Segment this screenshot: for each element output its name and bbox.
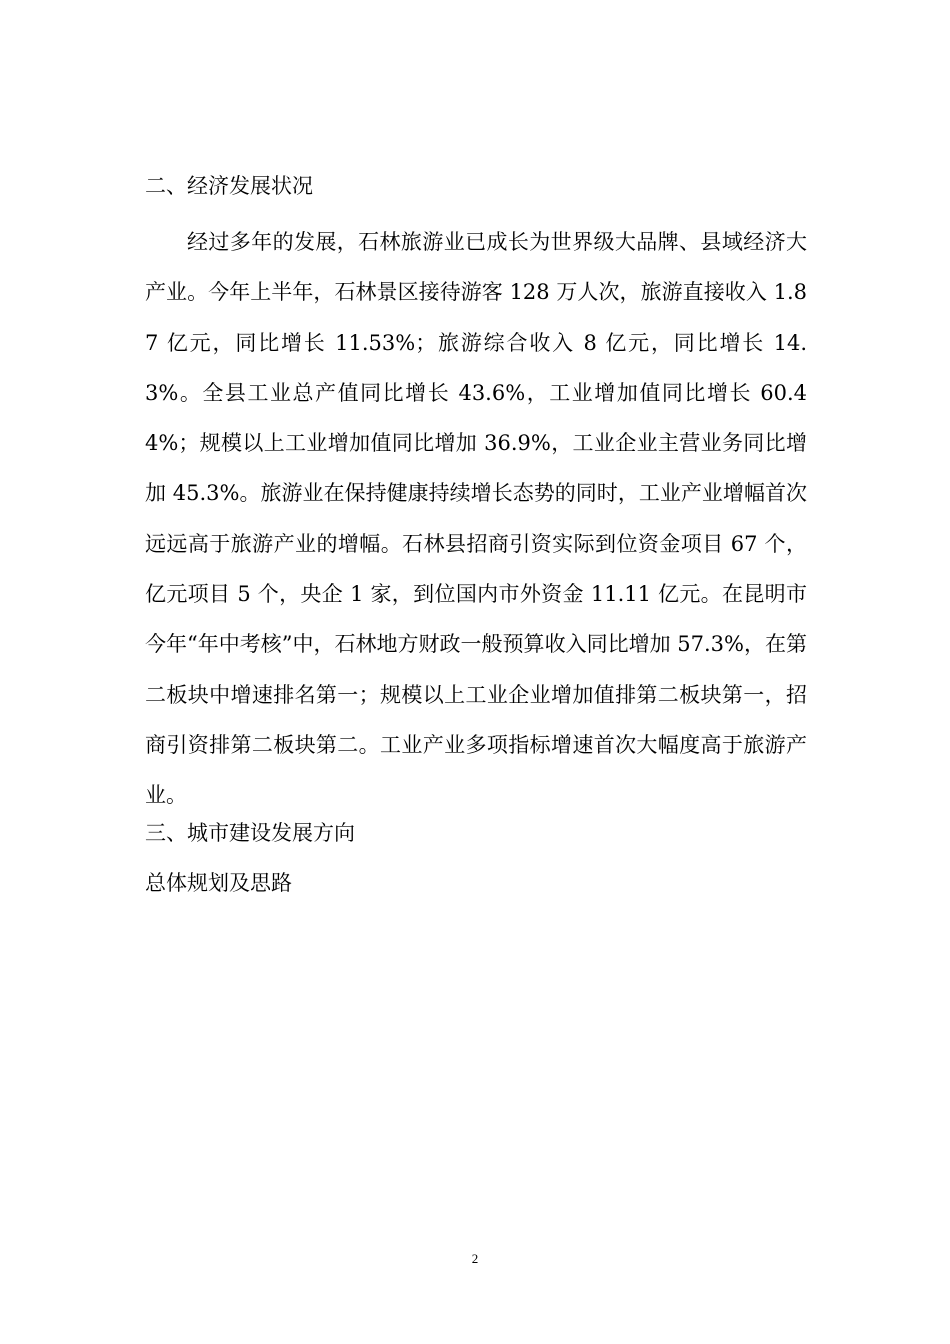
subheading-overall-plan: 总体规划及思路 bbox=[145, 871, 292, 895]
section-heading-urban-development: 三、城市建设发展方向 bbox=[145, 821, 355, 845]
economic-status-paragraph: 经过多年的发展，石林旅游业已成长为世界级大品牌、县域经济大产业。今年上半年，石林景区接待游客 128 万人次，旅游直接收入 1.87 亿元，同比增长 11.53%；旅游综合收入 8 亿元，同比增长 14.3%。全县工业总产值同比增长 43.6%，工业增加值同比增长 60.44%；规模以上工业增加值同比增加 36.9%，工业企业主营业务同比增加 45.3%。旅游业在保持健康持续增长态势的同时，工业产业增幅首次远远高于旅游产业的增幅。石林县招商引资实际到位资金项目 67 个，亿元项目 5 个，央企 1 家，到位国内市外资金 11.11 亿元。在昆明市今年“年中考核”中，石林地方财政一般预算收入同比增加 57.3%，在第二板块中增速排名第一；规模以上工业企业增加值排第二板块第一，招商引资排第二板块第二。工业产业多项指标增速首次大幅度高于旅游产业。 bbox=[145, 230, 807, 808]
page-number: 2 bbox=[471, 1251, 479, 1266]
section-heading-economic-status: 二、经济发展状况 bbox=[145, 174, 313, 198]
